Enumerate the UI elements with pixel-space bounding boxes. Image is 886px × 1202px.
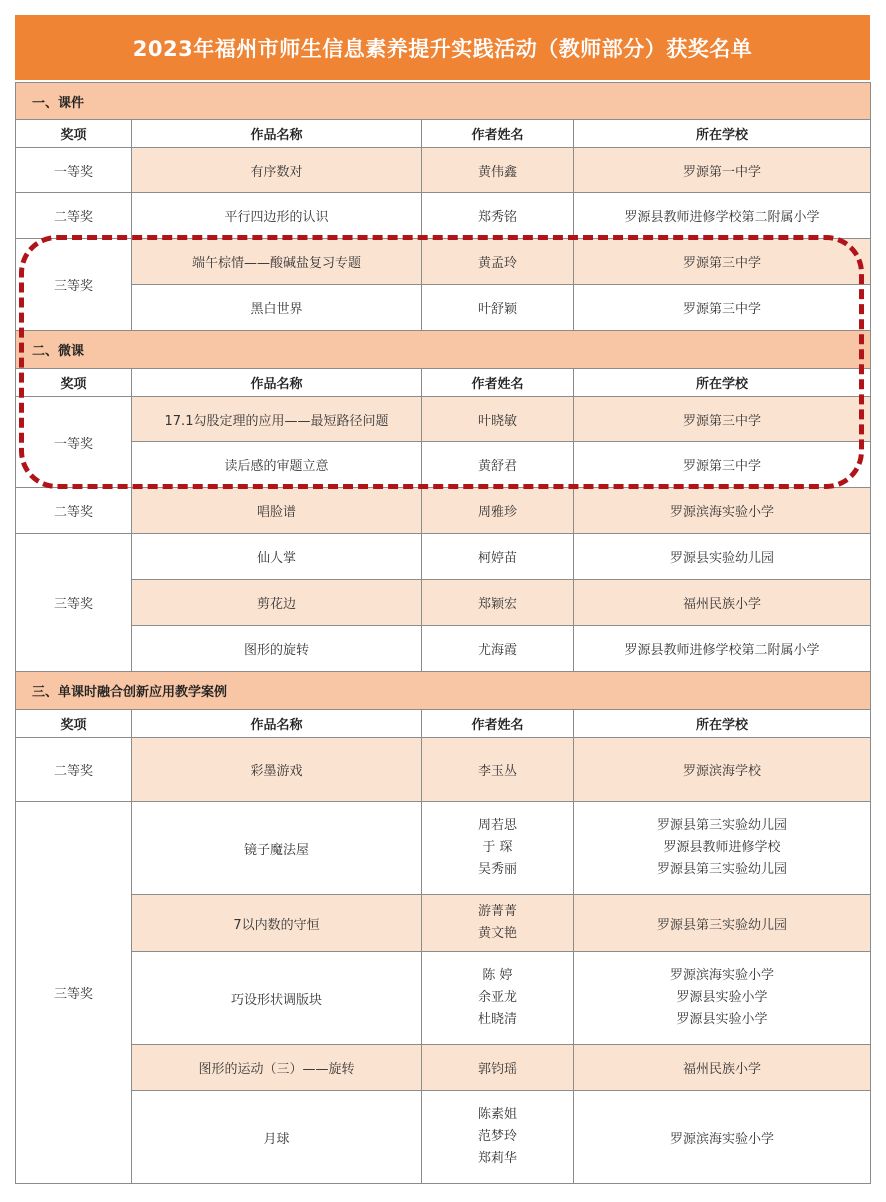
table-row: 图形的运动（三）——旋转 郭钧瑶 福州民族小学 bbox=[16, 1045, 871, 1091]
page-title: 2023年福州市师生信息素养提升实践活动（教师部分）获奖名单 bbox=[15, 15, 870, 80]
table-header-row: 奖项 作品名称 作者姓名 所在学校 bbox=[16, 369, 871, 397]
table-row: 二等奖 唱脸谱 周雅珍 罗源滨海实验小学 bbox=[16, 488, 871, 534]
table-row: 巧设形状调版块 陈 婷 余亚龙 杜晓清 罗源滨海实验小学 罗源县实验小学 罗源县实验小学 bbox=[16, 952, 871, 1045]
table-row: 三等奖 仙人掌 柯婷苗 罗源县实验幼儿园 bbox=[16, 534, 871, 580]
table-row: 一等奖 有序数对 黄伟鑫 罗源第一中学 bbox=[16, 148, 871, 193]
table-row: 7以内数的守恒 游菁菁 黄文艳 罗源县第三实验幼儿园 bbox=[16, 895, 871, 952]
table-row: 月球 陈素姐 范梦玲 郑莉华 罗源滨海实验小学 bbox=[16, 1091, 871, 1184]
table-row: 二等奖 平行四边形的认识 郑秀铭 罗源县教师进修学校第二附属小学 bbox=[16, 193, 871, 239]
table-header-row: 奖项 作品名称 作者姓名 所在学校 bbox=[16, 120, 871, 148]
table-row: 剪花边 郑颖宏 福州民族小学 bbox=[16, 580, 871, 626]
table-header-row: 奖项 作品名称 作者姓名 所在学校 bbox=[16, 710, 871, 738]
table-row: 二等奖 彩墨游戏 李玉丛 罗源滨海学校 bbox=[16, 738, 871, 802]
table-row: 三等奖 端午棕情——酸碱盐复习专题 黄孟玲 罗源第三中学 bbox=[16, 239, 871, 285]
section-courseware-header: 一、课件 bbox=[16, 83, 871, 120]
award-table bbox=[15, 82, 871, 1184]
table-row: 一等奖 17.1勾股定理的应用——最短路径问题 叶晓敏 罗源第三中学 bbox=[16, 397, 871, 442]
table-row: 三等奖 镜子魔法屋 周若思 于 琛 吴秀丽 罗源县第三实验幼儿园 罗源县教师进修学校 罗源县第三实验幼儿园 bbox=[16, 802, 871, 895]
section-teaching-case-header: 三、单课时融合创新应用教学案例 bbox=[16, 672, 871, 710]
table-row: 图形的旋转 尤海霞 罗源县教师进修学校第二附属小学 bbox=[16, 626, 871, 672]
table-row: 黑白世界 叶舒颖 罗源第三中学 bbox=[16, 285, 871, 331]
table-row: 读后感的审题立意 黄舒君 罗源第三中学 bbox=[16, 442, 871, 488]
section-microlesson-header: 二、微课 bbox=[16, 331, 871, 369]
